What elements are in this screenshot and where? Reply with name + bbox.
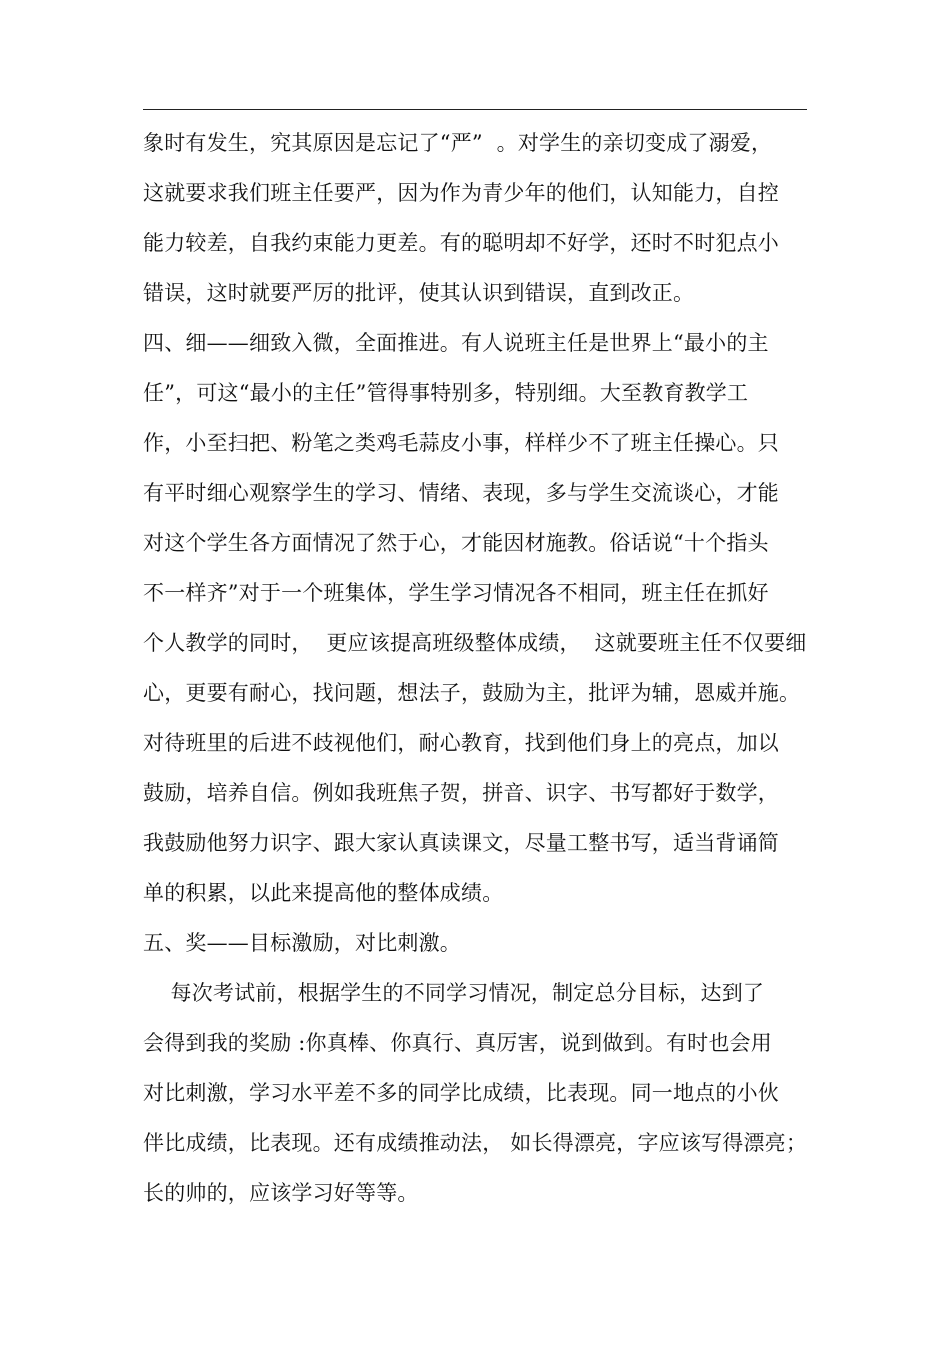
text-line: 有平时细心观察学生的学习、情绪、表现，多与学生交流谈心，才能 <box>143 481 779 505</box>
header-rule <box>143 109 807 110</box>
text-line: 心，更要有耐心，找问题，想法子，鼓励为主，批评为辅，恩威并施。 <box>143 681 801 705</box>
text-line: 我鼓励他努力识字、跟大家认真读课文，尽量工整书写，适当背诵简 <box>143 831 779 855</box>
text-line: 单的积累，以此来提高他的整体成绩。 <box>143 881 504 905</box>
text-line: 对这个学生各方面情况了然于心，才能因材施教。俗话说“十个指头 <box>143 531 769 555</box>
text-line: 伴比成绩，比表现。还有成绩推动法， 如长得漂亮，字应该写得漂亮； <box>143 1131 808 1155</box>
text-line: 任”，可这“最小的主任”管得事特别多，特别细。大至教育教学工 <box>143 381 749 405</box>
body-text <box>143 118 813 1218</box>
text-line: 能力较差，自我约束能力更差。有的聪明却不好学，还时不时犯点小 <box>143 231 779 255</box>
text-line: 作，小至扫把、粉笔之类鸡毛蒜皮小事，样样少不了班主任操心。只 <box>143 431 779 455</box>
text-line: 对比刺激，学习水平差不多的同学比成绩，比表现。同一地点的小伙 <box>143 1081 779 1105</box>
text-line: 每次考试前，根据学生的不同学习情况，制定总分目标，达到了 <box>143 981 765 1005</box>
text-line: 鼓励，培养自信。例如我班焦子贺，拼音、识字、书写都好于数学， <box>143 781 779 805</box>
text-line: 错误，这时就要严厉的批评，使其认识到错误，直到改正。 <box>143 281 695 305</box>
text-line: 长的帅的，应该学习好等等。 <box>143 1181 419 1205</box>
text-line: 个人教学的同时， 更应该提高班级整体成绩， 这就要班主任不仅要细 <box>143 631 807 655</box>
section-heading-line: 四、细——细致入微，全面推进。有人说班主任是世界上“最小的主 <box>143 331 769 355</box>
text-line: 不一样齐”对于一个班集体，学生学习情况各不相同，班主任在抓好 <box>143 581 769 605</box>
text-line: 会得到我的奖励 :你真棒、你真行、真厉害，说到做到。有时也会用 <box>143 1031 772 1055</box>
text-line: 这就要求我们班主任要严，因为作为青少年的他们，认知能力，自控 <box>143 181 779 205</box>
text-line: 象时有发生，究其原因是忘记了“严” 。对学生的亲切变成了溺爱， <box>143 131 773 155</box>
section-heading-line: 五、奖——目标激励，对比刺激。 <box>143 931 461 955</box>
text-line: 对待班里的后进不歧视他们，耐心教育，找到他们身上的亮点，加以 <box>143 731 779 755</box>
